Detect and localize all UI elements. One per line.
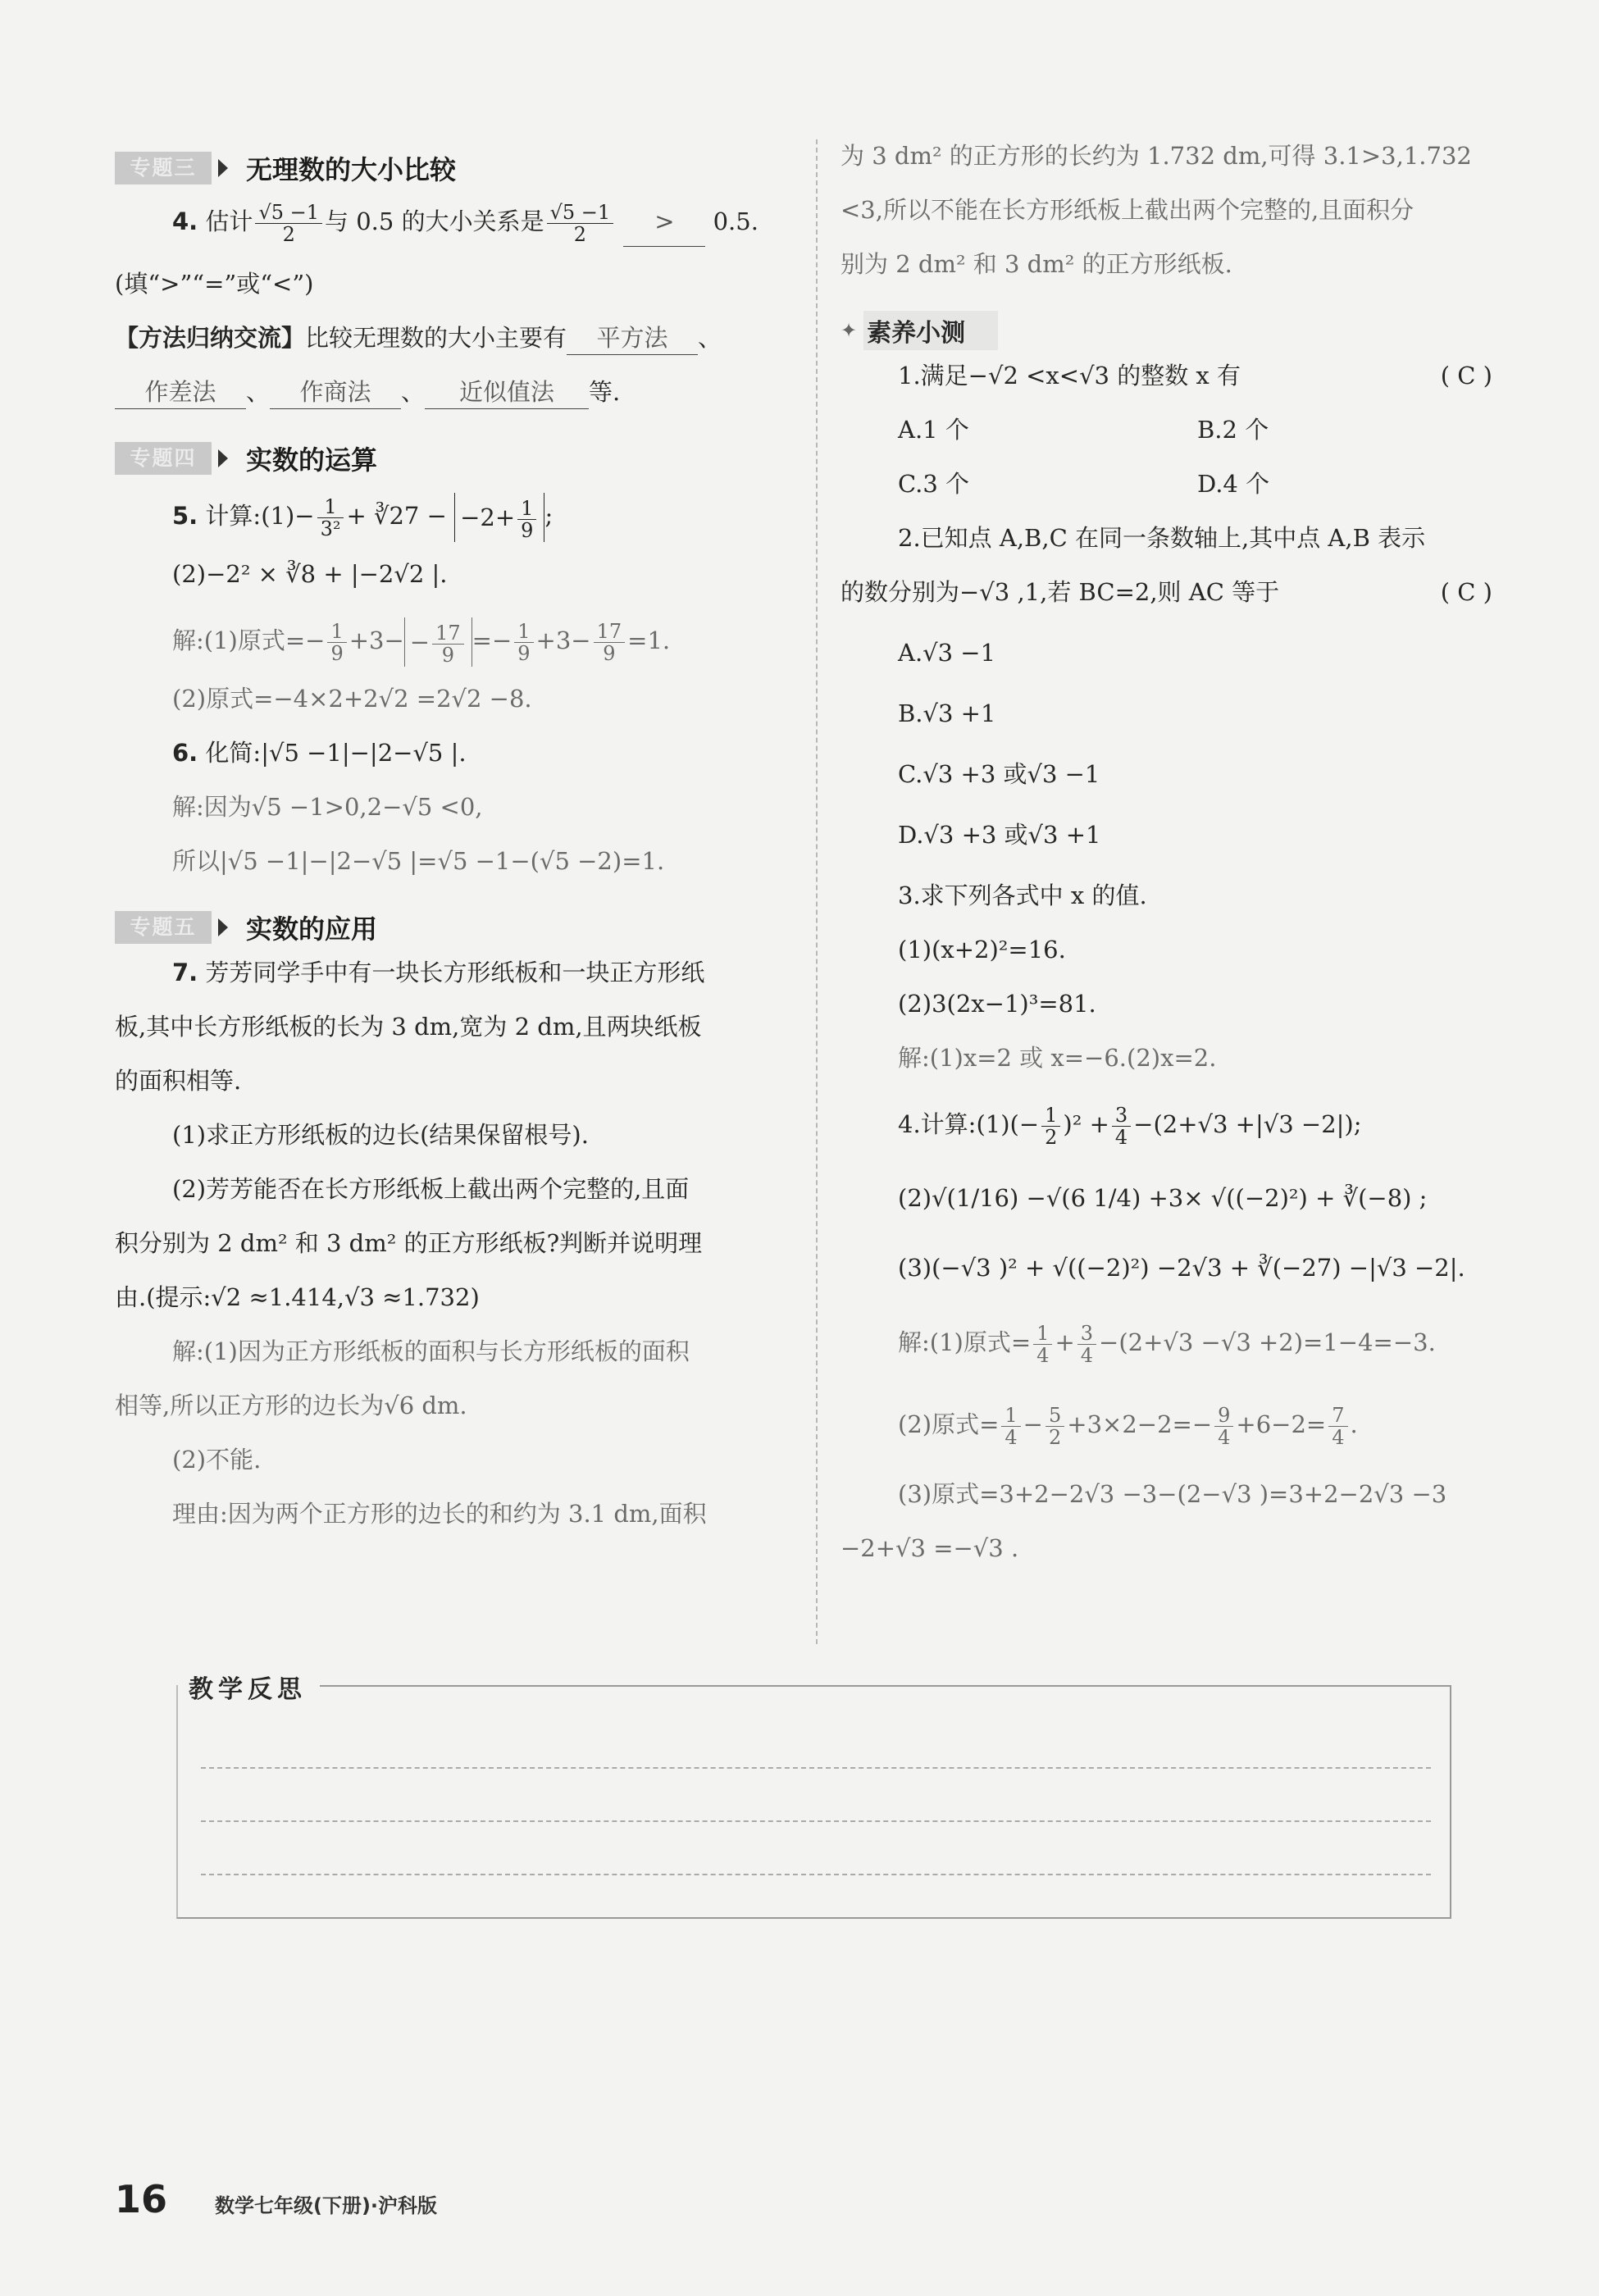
section-title: 实数的运算 xyxy=(246,444,378,476)
question-5-solution-2: (2)原式=−4×2+2√2 =2√2 −8. xyxy=(172,685,532,713)
option-b: B.2 个 xyxy=(1197,416,1269,444)
section-title: 无理数的大小比较 xyxy=(246,154,457,185)
quiz-question-3: 3.求下列各式中 x 的值. xyxy=(898,882,1147,909)
question-6-solution-1: 解:因为√5 −1>0,2−√5 <0, xyxy=(172,793,483,821)
option-b: B.√3 +1 xyxy=(898,699,996,727)
section-tag: 专题四 xyxy=(115,442,212,475)
section-header-3 xyxy=(115,139,795,197)
arrow-icon xyxy=(218,918,228,936)
method-blank-4: 近似值法 xyxy=(425,376,589,409)
question-7-line-1: 7. 芳芳同学手中有一块长方形纸板和一块正方形纸 xyxy=(172,959,705,986)
option-a: A.1 个 xyxy=(898,416,969,444)
method-blank-2: 作差法 xyxy=(115,376,246,409)
star-icon: ✦ xyxy=(840,319,858,342)
quiz-question-3-part-2: (2)3(2x−1)³=81. xyxy=(898,990,1096,1018)
writing-line xyxy=(201,1820,1431,1822)
section-header-5 xyxy=(115,899,795,956)
method-summary: 【方法归纳交流】比较无理数的大小主要有 平方法 、 xyxy=(115,321,795,376)
q7-solution-cont-3: 别为 2 dm² 和 3 dm² 的正方形纸板. xyxy=(840,250,1232,278)
quiz-title: 素养小测 xyxy=(863,311,998,350)
option-c: C.3 个 xyxy=(898,470,970,498)
fraction: $\frac{√5 -1}{2}$ xyxy=(255,202,322,245)
arrow-icon xyxy=(218,159,228,177)
option-d: D.√3 +3 或√3 +1 xyxy=(898,821,1101,849)
absolute-value: −2+ $\frac{1}{9}$ xyxy=(454,493,544,542)
section-tag: 专题五 xyxy=(115,911,212,944)
quiz-question-4-solution-3b: −2+√3 =−√3 . xyxy=(840,1534,1019,1562)
question-7-solution-3: (2)不能. xyxy=(172,1446,262,1474)
writing-line xyxy=(201,1874,1431,1875)
q7-solution-cont-2: <3,所以不能在长方形纸板上截出两个完整的,且面积分 xyxy=(840,196,1414,224)
quiz-header xyxy=(840,302,1517,359)
answer: ( C ) xyxy=(1440,362,1492,390)
quiz-question-4-solution-1: 解:(1)原式= $\frac{1}{4}$ + $\frac{3}{4}$ −(2+√3 −√3 +2)=1−4=−3. xyxy=(898,1321,1436,1367)
book-title-footer: 数学七年级(下册)·沪科版 xyxy=(215,2194,438,2217)
question-7-line-2: 板,其中长方形纸板的长为 3 dm,宽为 2 dm,且两块纸板 xyxy=(115,1013,702,1041)
right-column xyxy=(840,139,1517,1586)
quiz-question-4-solution-2: (2)原式= $\frac{1}{4}$ − $\frac{5}{2}$ +3×2−2=− $\frac{9}{4}$ +6−2= $\frac{7}{4}$ . xyxy=(898,1403,1358,1449)
quiz-question-4-part-1: 4.计算:(1)(− $\frac{1}{2}$ )² + $\frac{3}{4}$ −(2+√3 +|√3 −2|); xyxy=(898,1103,1362,1149)
answer-blank: > xyxy=(623,197,705,247)
section-tag: 专题三 xyxy=(115,152,212,184)
quiz-question-2-line-2: 的数分别为−√3 ,1,若 BC=2,则 AC 等于 ( C ) xyxy=(840,576,1517,636)
question-5-solution-1: 解:(1)原式=− $\frac{1}{9}$ +3− − $\frac{17}{9}$ =− $\frac{1}{9}$ +3− $\frac{17}{9}$ =1. xyxy=(115,612,795,682)
left-column xyxy=(115,139,795,1551)
column-divider xyxy=(816,139,818,1644)
answer: ( C ) xyxy=(1440,578,1492,606)
option-d: D.4 个 xyxy=(1197,470,1270,498)
quiz-question-3-part-1: (1)(x+2)²=16. xyxy=(898,936,1066,963)
fraction: $\frac{√5 -1}{2}$ xyxy=(547,202,614,245)
question-7-solution-2: 相等,所以正方形的边长为√6 dm. xyxy=(115,1392,467,1419)
option-c: C.√3 +3 或√3 −1 xyxy=(898,760,1100,788)
question-6: 6. 化简:|√5 −1|−|2−√5 |. xyxy=(172,739,467,767)
method-blank-1: 平方法 xyxy=(567,321,698,355)
quiz-question-4-part-2: (2)√(1/16) −√(6 1/4) +3× √((−2)²) + ∛(−8) ; xyxy=(898,1184,1428,1212)
arrow-icon xyxy=(218,449,228,467)
question-7-solution-1: 解:(1)因为正方形纸板的面积与长方形纸板的面积 xyxy=(172,1337,690,1365)
method-blank-3: 作商法 xyxy=(270,376,401,409)
q7-solution-cont-1: 为 3 dm² 的正方形的长约为 1.732 dm,可得 3.1>3,1.732 xyxy=(840,142,1472,170)
quiz-question-4-part-3: (3)(−√3 )² + √((−2)²) −2√3 + ∛(−27) −|√3 −2|. xyxy=(898,1254,1465,1282)
question-7-part-2-c: 由.(提示:√2 ≈1.414,√3 ≈1.732) xyxy=(115,1283,480,1311)
quiz-question-2-line-1: 2.已知点 A,B,C 在同一条数轴上,其中点 A,B 表示 xyxy=(898,524,1426,552)
quiz-question-3-solution: 解:(1)x=2 或 x=−6.(2)x=2. xyxy=(898,1044,1217,1072)
question-7-line-3: 的面积相等. xyxy=(115,1067,242,1095)
fraction: $\frac{1}{\text{3²}}$ xyxy=(317,496,344,540)
question-7-part-2-b: 积分别为 2 dm² 和 3 dm² 的正方形纸板?判断并说明理 xyxy=(115,1229,703,1257)
section-header-4 xyxy=(115,430,795,487)
quiz-question-1-options-ab xyxy=(840,413,1517,467)
writing-line xyxy=(201,1767,1431,1769)
option-a: A.√3 −1 xyxy=(898,639,996,667)
section-title: 实数的应用 xyxy=(246,913,378,945)
quiz-question-1: 1.满足−√2 <x<√3 的整数 x 有 ( C ) xyxy=(840,359,1517,413)
page-number: 16 xyxy=(115,2177,168,2221)
question-5: 5. 计算:(1)− $\frac{1}{\text{3²}}$ + ∛27 − −2+ $\frac{1}{9}$ ; xyxy=(115,487,795,558)
quiz-question-4-solution-3a: (3)原式=3+2−2√3 −3−(2−√3 )=3+2−2√3 −3 xyxy=(898,1480,1447,1508)
question-4: 4. 估计 $\frac{√5 -1}{2}$ 与 0.5 的大小关系是 $\frac{√5 -1}{2}$ > 0.5. xyxy=(115,197,795,267)
question-7-part-2-a: (2)芳芳能否在长方形纸板上截出两个完整的,且面 xyxy=(172,1175,690,1203)
question-7-solution-4: 理由:因为两个正方形的边长的和约为 3.1 dm,面积 xyxy=(172,1500,707,1528)
quiz-question-1-options-cd xyxy=(840,467,1517,522)
reflection-top-line xyxy=(320,1685,1451,1687)
reflection-box xyxy=(176,1685,1451,1919)
question-4-hint: (填“>”“=”或“<”) xyxy=(115,270,314,298)
reflection-title: 教学反思 xyxy=(189,1669,315,1705)
question-7-part-1: (1)求正方形纸板的边长(结果保留根号). xyxy=(172,1121,589,1149)
question-5-part-2: (2)−2² × ∛8 + |−2√2 |. xyxy=(172,560,448,588)
method-summary-cont: 作差法 、 作商法 、 近似值法 等. xyxy=(115,376,795,430)
question-6-solution-2: 所以|√5 −1|−|2−√5 |=√5 −1−(√5 −2)=1. xyxy=(172,847,665,875)
